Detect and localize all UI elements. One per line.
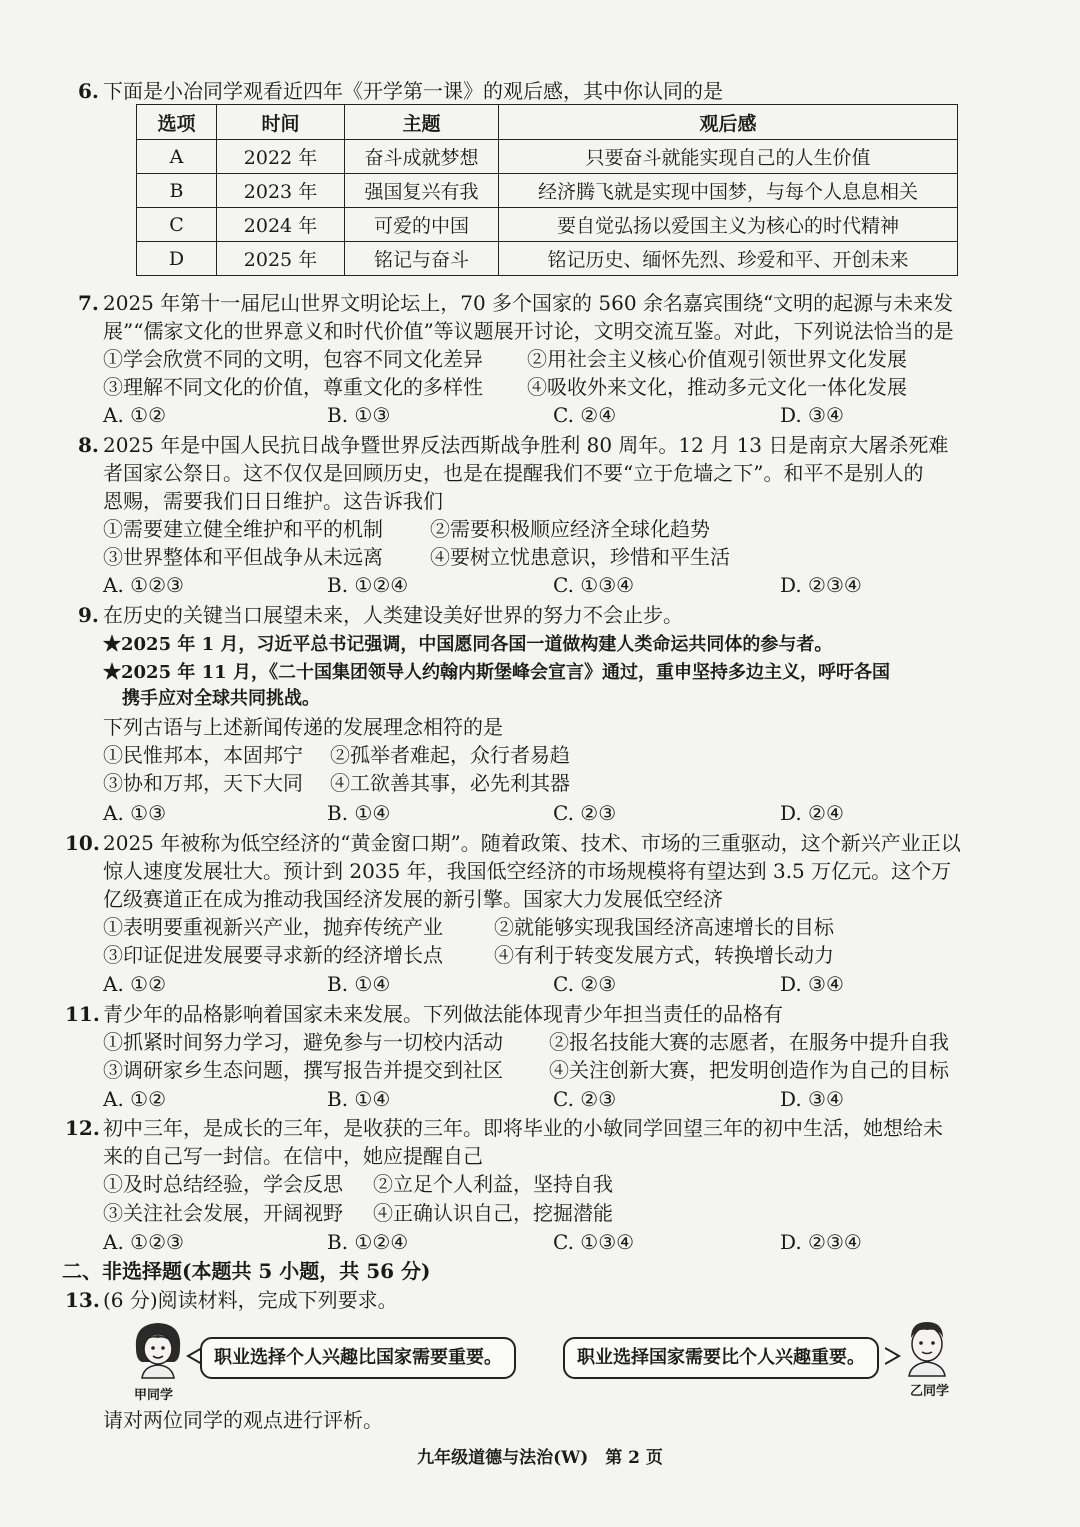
q12-item-3: ③关注社会发展，开阔视野 — [103, 1201, 343, 1225]
q8-item-4: ④要树立忧患意识，珍惜和平生活 — [430, 545, 730, 569]
q9-news-1: ★2025 年 1 月，习近平总书记强调，中国愿同各国一道做构建人类命运共同体的参与者。 — [103, 634, 833, 655]
q8-option-a[interactable]: A. ①②③ — [103, 573, 184, 597]
q10-option-a[interactable]: A. ①② — [103, 972, 167, 996]
student-a-name: 甲同学 — [134, 1388, 174, 1403]
student-b-name: 乙同学 — [910, 1384, 950, 1399]
table-row — [137, 174, 958, 208]
q10-item-1: ①表明要重视新兴产业，抛弃传统产业 — [103, 915, 443, 939]
q6-cell: 只要奋斗就能实现自己的人生价值 — [499, 140, 958, 174]
q12-option-d[interactable]: D. ②③④ — [780, 1230, 862, 1254]
q8-option-c[interactable]: C. ①③④ — [553, 573, 635, 597]
page-footer: 九年级道德与法治(W) 第 2 页 — [417, 1448, 663, 1468]
q9-option-a[interactable]: A. ①③ — [103, 801, 167, 825]
q11-item-1: ①抓紧时间努力学习，避免参与一切校内活动 — [103, 1030, 503, 1054]
q6-cell: 2023 年 — [217, 174, 345, 208]
q12-number: 12. — [65, 1116, 100, 1140]
q9-item-3: ③协和万邦，天下大同 — [103, 771, 303, 795]
q13-number: 13. — [65, 1288, 100, 1312]
q8-item-1: ①需要建立健全维护和平的机制 — [103, 517, 383, 541]
q7-item-1: ①学会欣赏不同的文明，包容不同文化差异 — [103, 347, 483, 371]
q10-line-1: 2025 年被称为低空经济的“黄金窗口期”。随着政策、技术、市场的三重驱动，这个新兴产业正以 — [103, 831, 961, 855]
student-b-illustration — [895, 1314, 959, 1380]
q9-option-b[interactable]: B. ①④ — [327, 801, 391, 825]
q6-cell: 要自觉弘扬以爱国主义为核心的时代精神 — [499, 208, 958, 242]
q6-table-header — [137, 105, 958, 140]
q8-line-1: 2025 年是中国人民抗日战争暨世界反法西斯战争胜利 80 周年。12 月 13 日是南京大屠杀死难 — [103, 433, 949, 457]
q9-ask: 下列古语与上述新闻传递的发展理念相符的是 — [103, 715, 503, 739]
q11-item-3: ③调研家乡生态问题，撰写报告并提交到社区 — [103, 1058, 503, 1082]
q8-line-3: 恩赐，需要我们日日维护。这告诉我们 — [103, 489, 443, 513]
q9-option-c[interactable]: C. ②③ — [553, 801, 617, 825]
q7-line-2: 展”“儒家文化的世界意义和时代价值”等议题展开讨论，文明交流互鉴。对此，下列说法恰当的是 — [103, 319, 954, 343]
q6-cell: 可爱的中国 — [345, 208, 499, 242]
student-a-illustration — [126, 1318, 190, 1384]
q6-cell: 铭记与奋斗 — [345, 242, 499, 276]
q6-cell: 2022 年 — [217, 140, 345, 174]
q6-cell: 2024 年 — [217, 208, 345, 242]
q12-item-1: ①及时总结经验，学会反思 — [103, 1172, 343, 1196]
q6-header-cell: 时间 — [217, 105, 345, 140]
q8-item-2: ②需要积极顺应经济全球化趋势 — [430, 517, 710, 541]
q10-item-2: ②就能够实现我国经济高速增长的目标 — [494, 915, 834, 939]
q6-cell: D — [137, 242, 217, 276]
q9-item-1: ①民惟邦本，本固邦宁 — [103, 743, 303, 767]
q13-ask: 请对两位同学的观点进行评析。 — [103, 1408, 383, 1432]
q13-stem: (6 分)阅读材料，完成下列要求。 — [103, 1288, 398, 1312]
q6-header-cell: 主题 — [345, 105, 499, 140]
q6-cell: 铭记历史、缅怀先烈、珍爱和平、开创未来 — [499, 242, 958, 276]
q10-line-2: 惊人速度发展壮大。预计到 2035 年，我国低空经济的市场规模将有望达到 3.5 万亿元。这个万 — [103, 859, 952, 883]
q8-line-2: 者国家公祭日。这不仅仅是回顾历史，也是在提醒我们不要“立于危墙之下”。和平不是别人的 — [103, 461, 924, 485]
q9-number: 9. — [78, 603, 99, 627]
q7-item-2: ②用社会主义核心价值观引领世界文化发展 — [527, 347, 907, 371]
q10-item-3: ③印证促进发展要寻求新的经济增长点 — [103, 943, 443, 967]
q6-cell: A — [137, 140, 217, 174]
q8-option-d[interactable]: D. ②③④ — [780, 573, 862, 597]
q7-line-1: 2025 年第十一届尼山世界文明论坛上，70 多个国家的 560 余名嘉宾围绕“文明的起源与未来发 — [103, 291, 954, 315]
q9-news-3: 携手应对全球共同挑战。 — [122, 688, 320, 709]
q11-item-4: ④关注创新大赛，把发明创造作为自己的目标 — [549, 1058, 949, 1082]
q6-cell: C — [137, 208, 217, 242]
q6-number: 6. — [78, 79, 99, 103]
q7-number: 7. — [78, 291, 99, 315]
q7-option-a[interactable]: A. ①② — [103, 403, 167, 427]
q12-item-2: ②立足个人利益，坚持自我 — [373, 1172, 613, 1196]
q10-option-b[interactable]: B. ①④ — [327, 972, 391, 996]
q12-option-b[interactable]: B. ①②④ — [327, 1230, 409, 1254]
q10-option-c[interactable]: C. ②③ — [553, 972, 617, 996]
q11-item-2: ②报名技能大赛的志愿者，在服务中提升自我 — [549, 1030, 949, 1054]
q6-stem: 下面是小冶同学观看近四年《开学第一课》的观后感，其中你认同的是 — [103, 79, 723, 103]
q6-header-cell: 观后感 — [499, 105, 958, 140]
q11-option-d[interactable]: D. ③④ — [780, 1087, 844, 1111]
q11-option-a[interactable]: A. ①② — [103, 1087, 167, 1111]
q7-option-d[interactable]: D. ③④ — [780, 403, 844, 427]
q8-number: 8. — [78, 433, 99, 457]
q12-option-a[interactable]: A. ①②③ — [103, 1230, 184, 1254]
q8-option-b[interactable]: B. ①②④ — [327, 573, 409, 597]
q9-option-d[interactable]: D. ②④ — [780, 801, 844, 825]
q11-option-b[interactable]: B. ①④ — [327, 1087, 391, 1111]
q7-option-c[interactable]: C. ②④ — [553, 403, 617, 427]
q11-option-c[interactable]: C. ②③ — [553, 1087, 617, 1111]
q12-line-2: 来的自己写一封信。在信中，她应提醒自己 — [103, 1144, 483, 1168]
q9-item-4: ④工欲善其事，必先利其器 — [330, 771, 570, 795]
q11-number: 11. — [65, 1002, 100, 1026]
q6-cell: B — [137, 174, 217, 208]
q6-header-cell: 选项 — [137, 105, 217, 140]
q7-item-3: ③理解不同文化的价值，尊重文化的多样性 — [103, 375, 483, 399]
q7-item-4: ④吸收外来文化，推动多元文化一体化发展 — [527, 375, 907, 399]
q9-news-2: ★2025 年 11 月，《二十国集团领导人约翰内斯堡峰会宣言》通过，重申坚持多边主义，呼吁各国 — [103, 662, 890, 683]
q8-item-3: ③世界整体和平但战争从未远离 — [103, 545, 383, 569]
q11-line-1: 青少年的品格影响着国家未来发展。下列做法能体现青少年担当责任的品格有 — [103, 1002, 783, 1026]
table-row — [137, 140, 958, 174]
q9-line-1: 在历史的关键当口展望未来，人类建设美好世界的努力不会止步。 — [103, 603, 683, 627]
q7-option-b[interactable]: B. ①③ — [327, 403, 391, 427]
table-row — [137, 208, 958, 242]
q12-line-1: 初中三年，是成长的三年，是收获的三年。即将毕业的小敏同学回望三年的初中生活，她想给未 — [103, 1116, 943, 1140]
student-b-speech: 职业选择国家需要比个人兴趣重要。 — [563, 1337, 879, 1379]
q6-cell: 强国复兴有我 — [345, 174, 499, 208]
section-2-heading: 二、非选择题(本题共 5 小题，共 56 分) — [62, 1259, 431, 1283]
q6-table — [136, 104, 958, 276]
q6-cell: 奋斗成就梦想 — [345, 140, 499, 174]
q6-cell: 2025 年 — [217, 242, 345, 276]
student-a-speech: 职业选择个人兴趣比国家需要重要。 — [200, 1337, 516, 1379]
q10-item-4: ④有利于转变发展方式，转换增长动力 — [494, 943, 834, 967]
q10-line-3: 亿级赛道正在成为推动我国经济发展的新引擎。国家大力发展低空经济 — [103, 887, 723, 911]
q6-cell: 经济腾飞就是实现中国梦，与每个人息息相关 — [499, 174, 958, 208]
q9-item-2: ②孤举者难起，众行者易趋 — [330, 743, 570, 767]
table-row — [137, 242, 958, 276]
q10-option-d[interactable]: D. ③④ — [780, 972, 844, 996]
q12-item-4: ④正确认识自己，挖掘潜能 — [373, 1201, 613, 1225]
q10-number: 10. — [65, 831, 100, 855]
q12-option-c[interactable]: C. ①③④ — [553, 1230, 635, 1254]
